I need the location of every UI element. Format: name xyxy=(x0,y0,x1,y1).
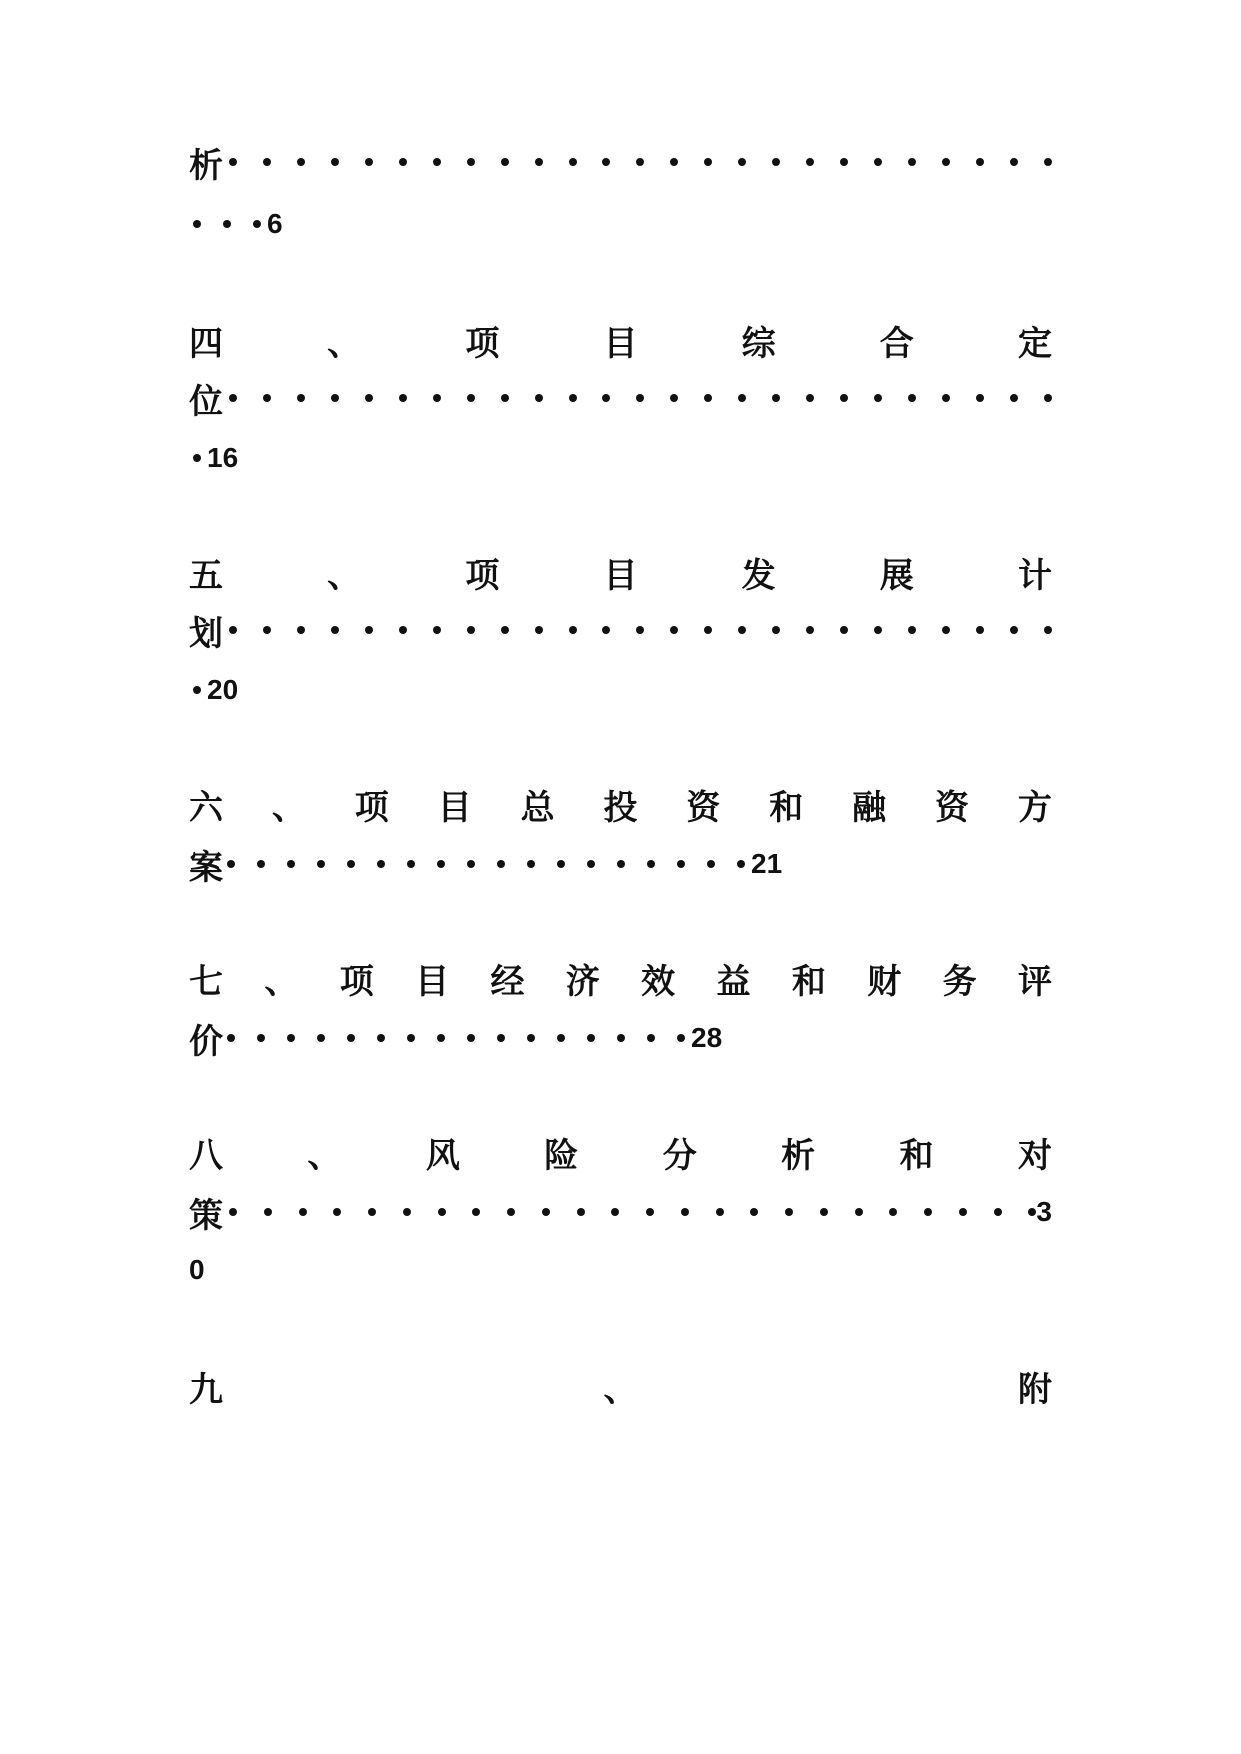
leader-dot xyxy=(1010,626,1018,634)
leader-dot xyxy=(737,860,745,868)
leader-dot xyxy=(333,1208,341,1216)
leader-dot xyxy=(820,1208,828,1216)
leader-dot xyxy=(976,394,984,402)
leader-dot xyxy=(976,626,984,634)
leader-dot xyxy=(193,686,201,694)
leader-dot xyxy=(704,394,712,402)
leader-dot xyxy=(806,158,814,166)
toc-char: 六 xyxy=(189,787,223,828)
toc-entry-7-page-number: 28 xyxy=(691,1022,723,1053)
leader-dot xyxy=(365,394,373,402)
leader-dot xyxy=(908,394,916,402)
toc-char: 和 xyxy=(899,1135,934,1176)
leader-dot xyxy=(297,158,305,166)
leader-dot xyxy=(587,860,595,868)
dot-leader xyxy=(193,686,201,694)
leader-dot xyxy=(840,394,848,402)
leader-dot xyxy=(874,158,882,166)
leader-dot xyxy=(577,1208,585,1216)
leader-dot xyxy=(365,158,373,166)
leader-dot xyxy=(263,158,271,166)
toc-entry-5-page-number: 20 xyxy=(207,674,239,705)
dot-leader xyxy=(223,600,1052,660)
toc-char: 九 xyxy=(189,1369,223,1410)
leader-dot xyxy=(263,626,271,634)
toc-entry-4-page-line xyxy=(189,428,238,488)
toc-char: 五 xyxy=(189,555,223,596)
leader-dot xyxy=(467,626,475,634)
leader-dot xyxy=(772,394,780,402)
toc-entry-3-page-number: 6 xyxy=(267,208,283,239)
leader-dot xyxy=(437,1034,445,1042)
dot-leader xyxy=(227,860,745,868)
toc-char: 项 xyxy=(339,961,374,1002)
leader-dot xyxy=(942,626,950,634)
leader-dot xyxy=(840,158,848,166)
leader-dot xyxy=(501,626,509,634)
leader-dot xyxy=(347,860,355,868)
toc-entry-5-title xyxy=(189,542,1052,602)
leader-dot xyxy=(407,860,415,868)
leader-dot xyxy=(942,158,950,166)
leader-dot xyxy=(1010,394,1018,402)
toc-entry-8-page-line xyxy=(189,1240,205,1300)
toc-char: 附 xyxy=(1018,1369,1052,1410)
toc-entry-5-last-char: 划 xyxy=(189,613,223,654)
toc-entry-3-page-line xyxy=(189,194,283,254)
dot-leader xyxy=(193,220,261,228)
leader-dot xyxy=(772,158,780,166)
toc-char: 、 xyxy=(327,555,362,596)
toc-entry-3-leader-line xyxy=(189,132,1052,192)
leader-dot xyxy=(347,1034,355,1042)
toc-char: 经 xyxy=(490,961,525,1002)
leader-dot xyxy=(617,1034,625,1042)
toc-char: 、 xyxy=(271,787,306,828)
toc-char: 、 xyxy=(603,1369,638,1410)
dot-leader xyxy=(223,368,1052,428)
toc-char: 投 xyxy=(603,787,638,828)
leader-dot xyxy=(257,1034,265,1042)
toc-char: 、 xyxy=(264,961,299,1002)
leader-dot xyxy=(377,860,385,868)
leader-dot xyxy=(467,394,475,402)
leader-dot xyxy=(908,626,916,634)
leader-dot xyxy=(331,394,339,402)
toc-entry-8-title xyxy=(189,1122,1052,1182)
leader-dot xyxy=(368,1208,376,1216)
leader-dot xyxy=(229,158,237,166)
leader-dot xyxy=(646,1208,654,1216)
toc-char: 项 xyxy=(354,787,389,828)
leader-dot xyxy=(365,626,373,634)
leader-dot xyxy=(299,1208,307,1216)
leader-dot xyxy=(976,158,984,166)
toc-char: 定 xyxy=(1017,323,1052,364)
toc-char: 析 xyxy=(781,1135,816,1176)
leader-dot xyxy=(535,394,543,402)
leader-dot xyxy=(670,394,678,402)
leader-dot xyxy=(467,1034,475,1042)
toc-entry-7-title xyxy=(189,948,1052,1008)
leader-dot xyxy=(507,1208,515,1216)
leader-dot xyxy=(331,158,339,166)
toc-entry-7-leader-line xyxy=(189,1008,722,1068)
leader-dot xyxy=(403,1208,411,1216)
leader-dot xyxy=(501,394,509,402)
toc-char: 目 xyxy=(437,787,472,828)
leader-dot xyxy=(806,394,814,402)
leader-dot xyxy=(472,1208,480,1216)
leader-dot xyxy=(670,626,678,634)
toc-entry-8-leader-line xyxy=(189,1182,1052,1242)
leader-dot xyxy=(264,1208,272,1216)
leader-dot xyxy=(569,158,577,166)
toc-char: 、 xyxy=(327,323,362,364)
toc-char: 评 xyxy=(1017,961,1052,1002)
leader-dot xyxy=(223,220,231,228)
leader-dot xyxy=(677,1034,685,1042)
toc-char: 和 xyxy=(769,787,804,828)
leader-dot xyxy=(227,860,235,868)
leader-dot xyxy=(527,1034,535,1042)
leader-dot xyxy=(437,860,445,868)
leader-dot xyxy=(297,394,305,402)
leader-dot xyxy=(193,454,201,462)
dot-leader xyxy=(227,1034,685,1042)
toc-char: 项 xyxy=(465,555,500,596)
leader-dot xyxy=(602,626,610,634)
leader-dot xyxy=(636,626,644,634)
leader-dot xyxy=(1044,158,1052,166)
leader-dot xyxy=(908,158,916,166)
toc-char: 四 xyxy=(189,323,223,364)
leader-dot xyxy=(438,1208,446,1216)
leader-dot xyxy=(229,394,237,402)
leader-dot xyxy=(569,626,577,634)
leader-dot xyxy=(317,1034,325,1042)
leader-dot xyxy=(569,394,577,402)
toc-char: 发 xyxy=(741,555,776,596)
leader-dot xyxy=(287,1034,295,1042)
toc-char: 项 xyxy=(465,323,500,364)
toc-char: 目 xyxy=(603,555,638,596)
leader-dot xyxy=(602,394,610,402)
leader-dot xyxy=(738,394,746,402)
toc-char: 八 xyxy=(189,1135,223,1176)
leader-dot xyxy=(942,394,950,402)
toc-char: 计 xyxy=(1017,555,1052,596)
leader-dot xyxy=(297,626,305,634)
toc-char: 融 xyxy=(852,787,887,828)
toc-char: 济 xyxy=(565,961,600,1002)
toc-entry-5-page-line xyxy=(189,660,238,720)
toc-entry-3-last-char: 析 xyxy=(189,145,223,186)
toc-char: 资 xyxy=(935,787,970,828)
toc-entry-8-page-number-part2: 0 xyxy=(189,1254,205,1285)
leader-dot xyxy=(889,1208,897,1216)
leader-dot xyxy=(399,158,407,166)
toc-char: 对 xyxy=(1017,1135,1052,1176)
leader-dot xyxy=(257,860,265,868)
leader-dot xyxy=(399,394,407,402)
toc-char: 和 xyxy=(791,961,826,1002)
toc-char: 分 xyxy=(662,1135,697,1176)
leader-dot xyxy=(331,626,339,634)
toc-char: 方 xyxy=(1017,787,1052,828)
toc-char: 益 xyxy=(716,961,751,1002)
toc-entry-5-leader-line xyxy=(189,600,1052,660)
leader-dot xyxy=(1028,1208,1036,1216)
leader-dot xyxy=(874,626,882,634)
toc-char: 展 xyxy=(879,555,914,596)
leader-dot xyxy=(557,1034,565,1042)
leader-dot xyxy=(602,158,610,166)
toc-entry-4-last-char: 位 xyxy=(189,381,223,422)
toc-char: 险 xyxy=(544,1135,579,1176)
leader-dot xyxy=(467,158,475,166)
leader-dot xyxy=(557,860,565,868)
leader-dot xyxy=(407,1034,415,1042)
leader-dot xyxy=(750,1208,758,1216)
leader-dot xyxy=(647,860,655,868)
dot-leader xyxy=(223,1182,1036,1242)
leader-dot xyxy=(497,1034,505,1042)
toc-entry-8-last-char: 策 xyxy=(189,1195,223,1236)
toc-entry-4-leader-line xyxy=(189,368,1052,428)
toc-entry-6-page-number: 21 xyxy=(751,848,783,879)
leader-dot xyxy=(535,626,543,634)
toc-char: 目 xyxy=(415,961,450,1002)
leader-dot xyxy=(855,1208,863,1216)
leader-dot xyxy=(287,860,295,868)
leader-dot xyxy=(959,1208,967,1216)
toc-char: 风 xyxy=(425,1135,460,1176)
toc-entry-7-last-char: 价 xyxy=(189,1021,223,1062)
leader-dot xyxy=(840,626,848,634)
leader-dot xyxy=(670,158,678,166)
toc-entry-4-title xyxy=(189,310,1052,370)
leader-dot xyxy=(681,1208,689,1216)
leader-dot xyxy=(1010,158,1018,166)
leader-dot xyxy=(433,626,441,634)
leader-dot xyxy=(193,220,201,228)
leader-dot xyxy=(227,1034,235,1042)
leader-dot xyxy=(707,860,715,868)
toc-char: 效 xyxy=(641,961,676,1002)
leader-dot xyxy=(617,860,625,868)
leader-dot xyxy=(535,158,543,166)
toc-entry-9-title xyxy=(189,1356,1052,1416)
toc-char: 资 xyxy=(686,787,721,828)
toc-entry-6-leader-line xyxy=(189,834,782,894)
leader-dot xyxy=(527,860,535,868)
leader-dot xyxy=(738,158,746,166)
leader-dot xyxy=(467,860,475,868)
dot-leader xyxy=(193,454,201,462)
leader-dot xyxy=(611,1208,619,1216)
toc-char: 合 xyxy=(879,323,914,364)
toc-char: 务 xyxy=(942,961,977,1002)
leader-dot xyxy=(647,1034,655,1042)
toc-entry-8-page-number-part1: 3 xyxy=(1036,1196,1052,1227)
leader-dot xyxy=(716,1208,724,1216)
leader-dot xyxy=(785,1208,793,1216)
leader-dot xyxy=(229,1208,237,1216)
leader-dot xyxy=(497,860,505,868)
toc-char: 总 xyxy=(520,787,555,828)
leader-dot xyxy=(738,626,746,634)
leader-dot xyxy=(229,626,237,634)
leader-dot xyxy=(377,1034,385,1042)
leader-dot xyxy=(587,1034,595,1042)
leader-dot xyxy=(677,860,685,868)
leader-dot xyxy=(433,158,441,166)
toc-char: 七 xyxy=(189,961,223,1002)
leader-dot xyxy=(542,1208,550,1216)
leader-dot xyxy=(636,394,644,402)
leader-dot xyxy=(806,626,814,634)
toc-entry-6-last-char: 案 xyxy=(189,847,223,888)
leader-dot xyxy=(874,394,882,402)
leader-dot xyxy=(1044,626,1052,634)
toc-char: 综 xyxy=(741,323,776,364)
leader-dot xyxy=(924,1208,932,1216)
leader-dot xyxy=(317,860,325,868)
leader-dot xyxy=(399,626,407,634)
leader-dot xyxy=(263,394,271,402)
leader-dot xyxy=(253,220,261,228)
toc-char: 目 xyxy=(603,323,638,364)
leader-dot xyxy=(501,158,509,166)
leader-dot xyxy=(1044,394,1052,402)
leader-dot xyxy=(433,394,441,402)
leader-dot xyxy=(704,158,712,166)
toc-char: 财 xyxy=(867,961,902,1002)
toc-char: 、 xyxy=(307,1135,342,1176)
leader-dot xyxy=(994,1208,1002,1216)
toc-entry-4-page-number: 16 xyxy=(207,442,239,473)
leader-dot xyxy=(772,626,780,634)
dot-leader xyxy=(223,132,1052,192)
leader-dot xyxy=(636,158,644,166)
leader-dot xyxy=(704,626,712,634)
toc-entry-6-title xyxy=(189,774,1052,834)
